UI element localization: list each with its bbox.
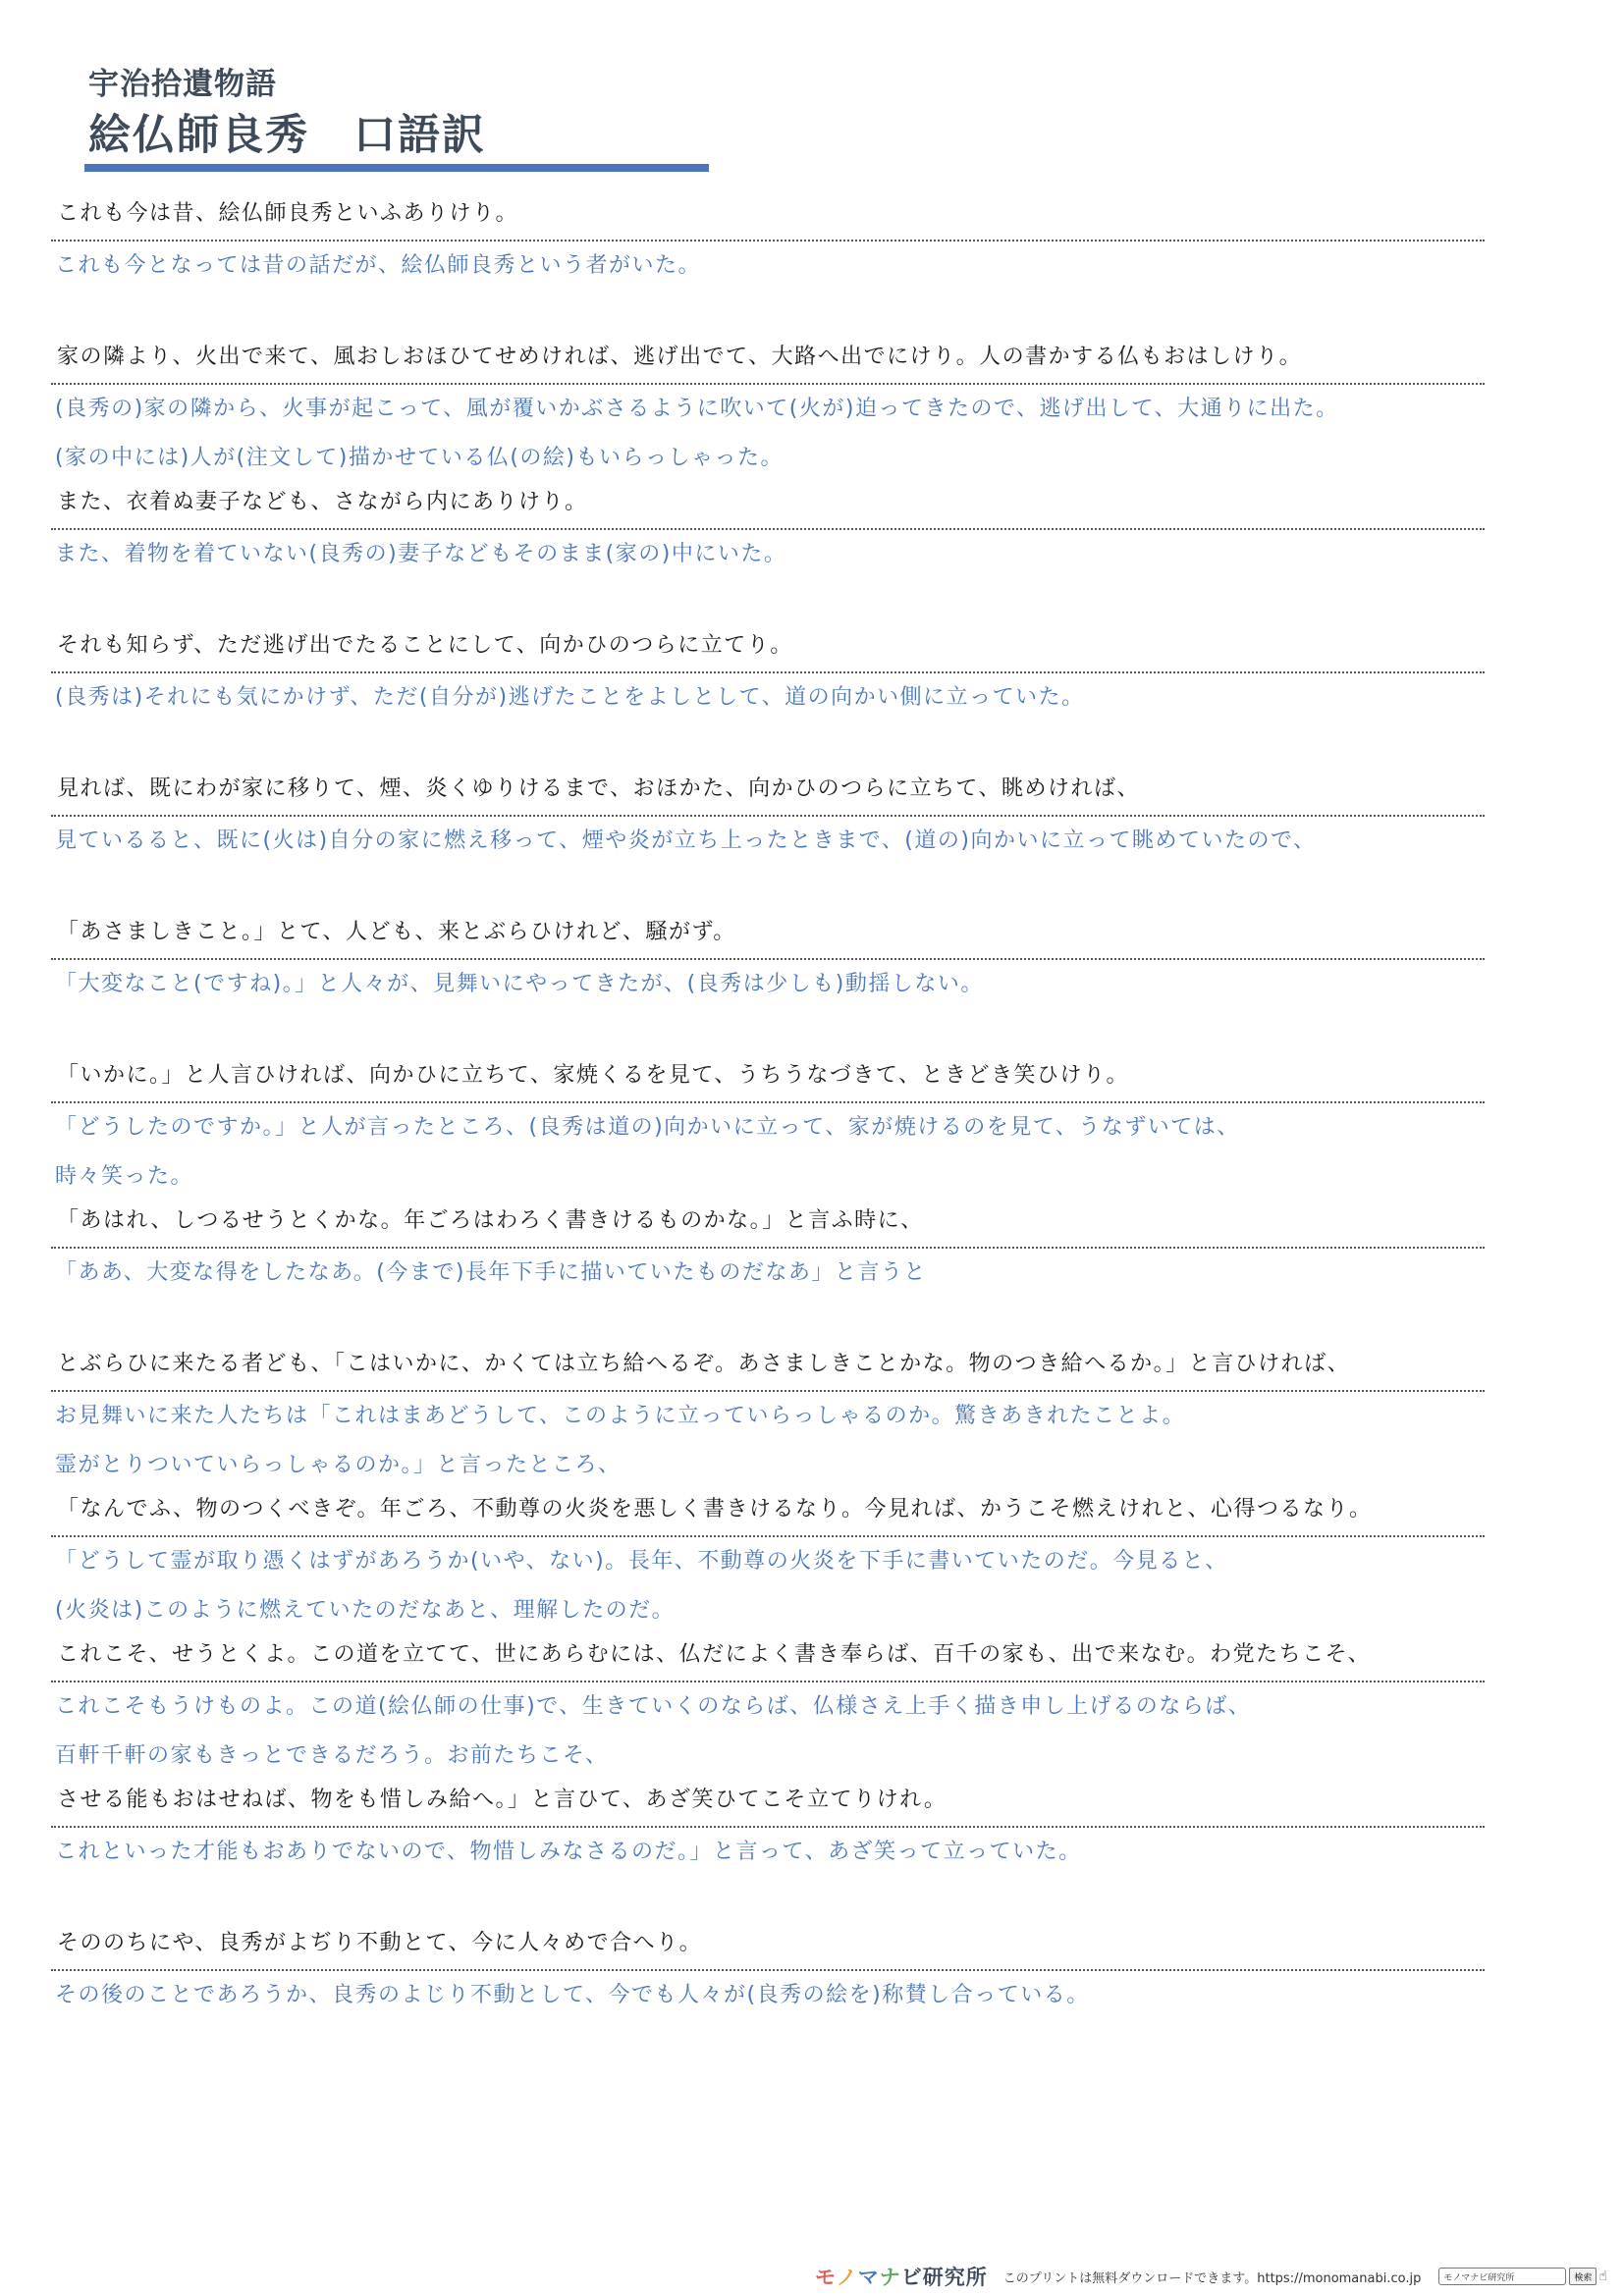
translation-line: これこそもうけものよ。この道(絵仏師の仕事)で、生きていくのならば、仏様さえ上手く描き申し上げるのならば、 (55, 1694, 1252, 1719)
original-line: 「いかに。」と人言ひければ、向かひに立ちて、家焼くるを見て、うちうなづきて、ときどき笑ひけり。 (51, 1056, 1485, 1103)
site-logo[interactable]: モノマナビ研究所 (815, 2266, 988, 2289)
translation-line: 「どうして霊が取り憑くはずがあろうか(いや、ない)。長年、不動尊の火炎を下手に書いていたのだ。今見ると、 (55, 1549, 1228, 1574)
translation-line: お見舞いに来た人たちは「これはまあどうして、このように立っていらっしゃるのか。驚きあきれたことよ。 (55, 1404, 1186, 1428)
download-note: このプリントは無料ダウンロードできます。https://monomanabi.co.jp (1002, 2270, 1422, 2286)
translation-line: また、着物を着ていない(良秀の)妻子などもそのまま(家の)中にいた。 (55, 542, 787, 566)
title-underline (84, 164, 709, 172)
translation-line: 時々笑った。 (55, 1164, 194, 1189)
passage-block (51, 1056, 1485, 1298)
original-line: これこそ、せうとくよ。この道を立てて、世にあらむには、仏だによく書き奉らば、百千の家も、出で来なむ。わ党たちこそ、 (51, 1635, 1485, 1682)
original-line: これも今は昔、絵仏師良秀といふありけり。 (51, 194, 1485, 241)
original-line: 見れば、既にわが家に移りて、煙、炎くゆりけるまで、おほかた、向かひのつらに立ちて、眺めければ、 (51, 770, 1485, 817)
translation-body (51, 194, 1485, 2067)
translation-line: 「ああ、大変な得をしたなあ。(今まで)長年下手に描いていたものだなあ」と言うと (55, 1260, 927, 1285)
passage-block (51, 194, 1485, 291)
original-line: また、衣着ぬ妻子なども、さながら内にありけり。 (51, 483, 1485, 530)
translation-line: 百軒千軒の家もきっとできるだろう。お前たちこそ、 (55, 1743, 609, 1768)
search-input[interactable] (1438, 2268, 1566, 2285)
passage-block (51, 1924, 1485, 2020)
original-line: とぶらひに来たる者ども、「こはいかに、かくては立ち給へるぞ。あさましきことかな。物のつき給へるか。」と言ひければ、 (51, 1345, 1485, 1392)
translation-line: 「大変なこと(ですね)。」と人々が、見舞いにやってきたが、(良秀は少しも)動揺しない。 (55, 972, 984, 996)
translation-line: 霊がとりついていらっしゃるのか。」と言ったところ、 (55, 1453, 622, 1477)
passage-block (51, 1345, 1485, 1877)
translation-line: (火炎は)このように燃えていたのだなあと、理解したのだ。 (55, 1598, 676, 1623)
pointer-cursor-icon: ☝ (1598, 2269, 1607, 2284)
original-line: 家の隣より、火出で来て、風おしおほひてせめければ、逃げ出でて、大路へ出でにけり。人の書かする仏もおはしけり。 (51, 338, 1485, 385)
original-line: 「あはれ、しつるせうとくかな。年ごろはわろく書きけるものかな。」と言ふ時に、 (51, 1201, 1485, 1249)
original-line: それも知らず、ただ逃げ出でたることにして、向かひのつらに立てり。 (51, 626, 1485, 673)
footer (815, 2262, 1607, 2291)
passage-block (51, 913, 1485, 1009)
translation-line: (良秀は)それにも気にかけず、ただ(自分が)逃げたことをよしとして、道の向かい側に立っていた。 (55, 685, 1085, 710)
translation-line: その後のことであろうか、良秀のよじり不動として、今でも人々が(良秀の絵を)称賛し合っている。 (55, 1983, 1090, 2007)
search-box (1438, 2268, 1607, 2285)
original-line: させる能もおはせねば、物をも惜しみ給へ。」と言ひて、あざ笑ひてこそ立てりけれ。 (51, 1781, 1485, 1828)
original-line: 「なんでふ、物のつくべきぞ。年ごろ、不動尊の火炎を悪しく書きけるなり。今見れば、かうこそ燃えけれと、心得つるなり。 (51, 1490, 1485, 1537)
translation-line: (良秀の)家の隣から、火事が起こって、風が覆いかぶさるように吹いて(火が)迫ってきたので、逃げ出して、大通りに出た。 (55, 397, 1339, 421)
search-button[interactable]: 検索 (1569, 2268, 1597, 2285)
translation-line: 「どうしたのですか。」と人が言ったところ、(良秀は道の)向かいに立って、家が焼けるのを見て、うなずいては、 (55, 1115, 1240, 1140)
passage-block (51, 338, 1485, 579)
translation-line: (家の中には)人が(注文して)描かせている仏(の絵)もいらっしゃった。 (55, 446, 785, 470)
passage-block (51, 770, 1485, 866)
translation-line: 見ているると、既に(火は)自分の家に燃え移って、煙や炎が立ち上ったときまで、(道の)向かいに立って眺めていたので、 (55, 828, 1317, 853)
original-line: そののちにや、良秀がよぢり不動とて、今に人々めで合へり。 (51, 1924, 1485, 1971)
original-line: 「あさましきこと。」とて、人ども、来とぶらひけれど、騒がず。 (51, 913, 1485, 960)
page-subtitle: 宇治拾遺物語 (88, 67, 277, 102)
passage-block (51, 626, 1485, 722)
translation-line: これも今となっては昔の話だが、絵仏師良秀という者がいた。 (55, 253, 702, 278)
page-header (88, 65, 486, 163)
translation-line: これといった才能もおありでないので、物惜しみなさるのだ。」と言って、あざ笑って立っていた。 (55, 1840, 1082, 1864)
page-title: 絵仏師良秀 口語訳 (88, 111, 486, 160)
